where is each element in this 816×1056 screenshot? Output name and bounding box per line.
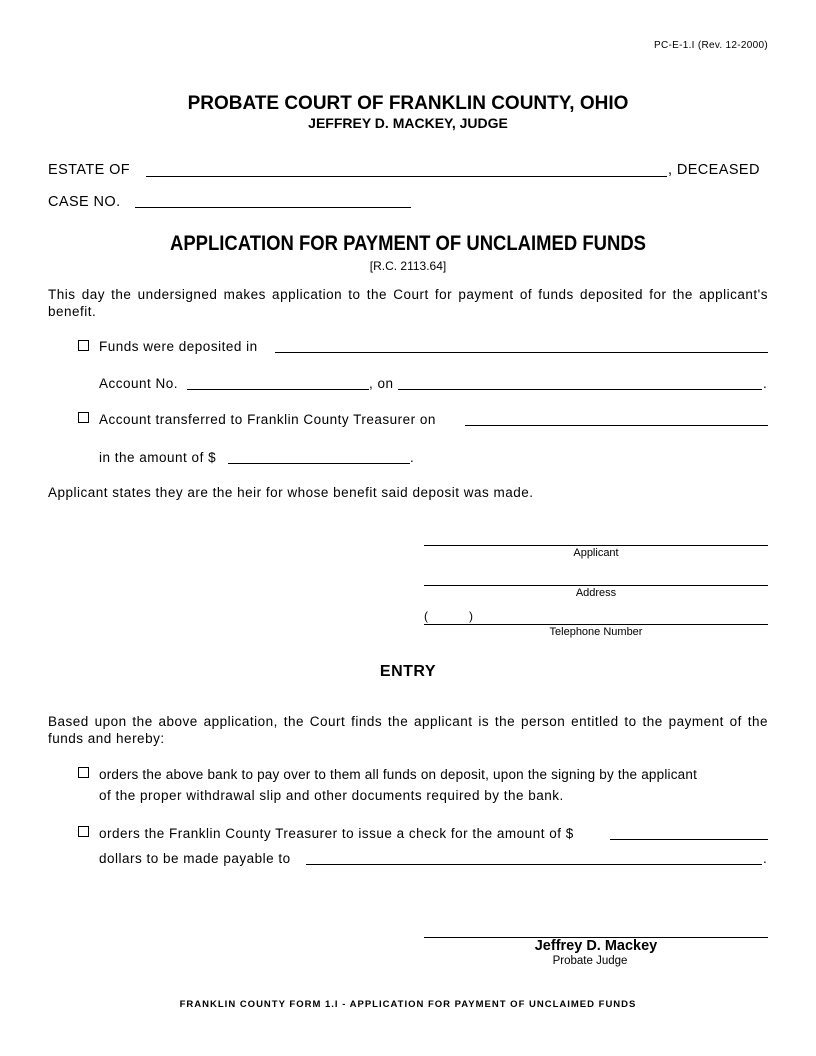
case-number-label: CASE NO. bbox=[48, 194, 121, 210]
amount-label: in the amount of $ bbox=[99, 450, 217, 465]
application-intro: This day the undersigned makes application to the Court for payment of funds deposited for the applicant's benefit. bbox=[48, 287, 768, 319]
account-number-field[interactable] bbox=[187, 389, 369, 390]
telephone-field[interactable] bbox=[424, 624, 768, 625]
applicant-label: Applicant bbox=[573, 547, 619, 559]
check-amount-field[interactable] bbox=[610, 839, 768, 840]
area-code-open: ( bbox=[424, 609, 428, 623]
judge-title: Probate Judge bbox=[552, 955, 628, 967]
area-code-close: ) bbox=[469, 609, 473, 623]
address-field[interactable] bbox=[424, 585, 768, 586]
judge-name: Jeffrey D. Mackey bbox=[534, 938, 658, 954]
bank-pay-line1: orders the above bank to pay over to them all funds on deposit, upon the signing by the applicant bbox=[99, 767, 698, 782]
case-number-field[interactable] bbox=[135, 207, 411, 208]
period: . bbox=[763, 851, 768, 866]
judge-line: JEFFREY D. MACKEY, JUDGE bbox=[308, 115, 508, 131]
period: . bbox=[410, 450, 415, 465]
form-code: PC-E-1.I (Rev. 12-2000) bbox=[654, 40, 768, 51]
estate-name-field[interactable] bbox=[146, 176, 667, 177]
entry-intro: Based upon the above application, the Court finds the applicant is the person entitled to the payment of the funds and hereby: bbox=[48, 714, 768, 746]
deposit-date-field[interactable] bbox=[398, 389, 762, 390]
bank-name-field[interactable] bbox=[275, 352, 768, 353]
form-footer: FRANKLIN COUNTY FORM 1.I - APPLICATION FOR PAYMENT OF UNCLAIMED FUNDS bbox=[179, 999, 637, 1010]
on-label: , on bbox=[369, 376, 394, 391]
applicant-signature-field[interactable] bbox=[424, 545, 768, 546]
payee-field[interactable] bbox=[306, 864, 762, 865]
treasurer-check-label: orders the Franklin County Treasurer to issue a check for the amount of $ bbox=[99, 826, 574, 841]
transfer-date-field[interactable] bbox=[465, 425, 768, 426]
estate-label: ESTATE OF bbox=[48, 162, 131, 178]
entry-title: ENTRY bbox=[379, 663, 437, 680]
statute-reference: [R.C. 2113.64] bbox=[369, 259, 447, 273]
period: . bbox=[763, 376, 768, 391]
amount-field[interactable] bbox=[228, 463, 410, 464]
bank-pay-line2: of the proper withdrawal slip and other documents required by the bank. bbox=[99, 788, 564, 803]
application-title: APPLICATION FOR PAYMENT OF UNCLAIMED FUNDS bbox=[169, 232, 647, 255]
court-title: PROBATE COURT OF FRANKLIN COUNTY, OHIO bbox=[187, 93, 629, 114]
bank-pay-checkbox[interactable] bbox=[78, 767, 89, 778]
account-transferred-label: Account transferred to Franklin County Treasurer on bbox=[99, 412, 436, 427]
heir-statement: Applicant states they are the heir for whose benefit said deposit was made. bbox=[48, 485, 534, 500]
treasurer-check-checkbox[interactable] bbox=[78, 826, 89, 837]
account-transferred-checkbox[interactable] bbox=[78, 412, 89, 423]
telephone-label: Telephone Number bbox=[549, 626, 643, 638]
payable-to-label: dollars to be made payable to bbox=[99, 851, 291, 866]
funds-deposited-checkbox[interactable] bbox=[78, 340, 89, 351]
account-number-label: Account No. bbox=[99, 376, 179, 391]
deceased-label: , DECEASED bbox=[668, 162, 760, 178]
funds-deposited-label: Funds were deposited in bbox=[99, 339, 258, 354]
address-label: Address bbox=[575, 587, 617, 599]
